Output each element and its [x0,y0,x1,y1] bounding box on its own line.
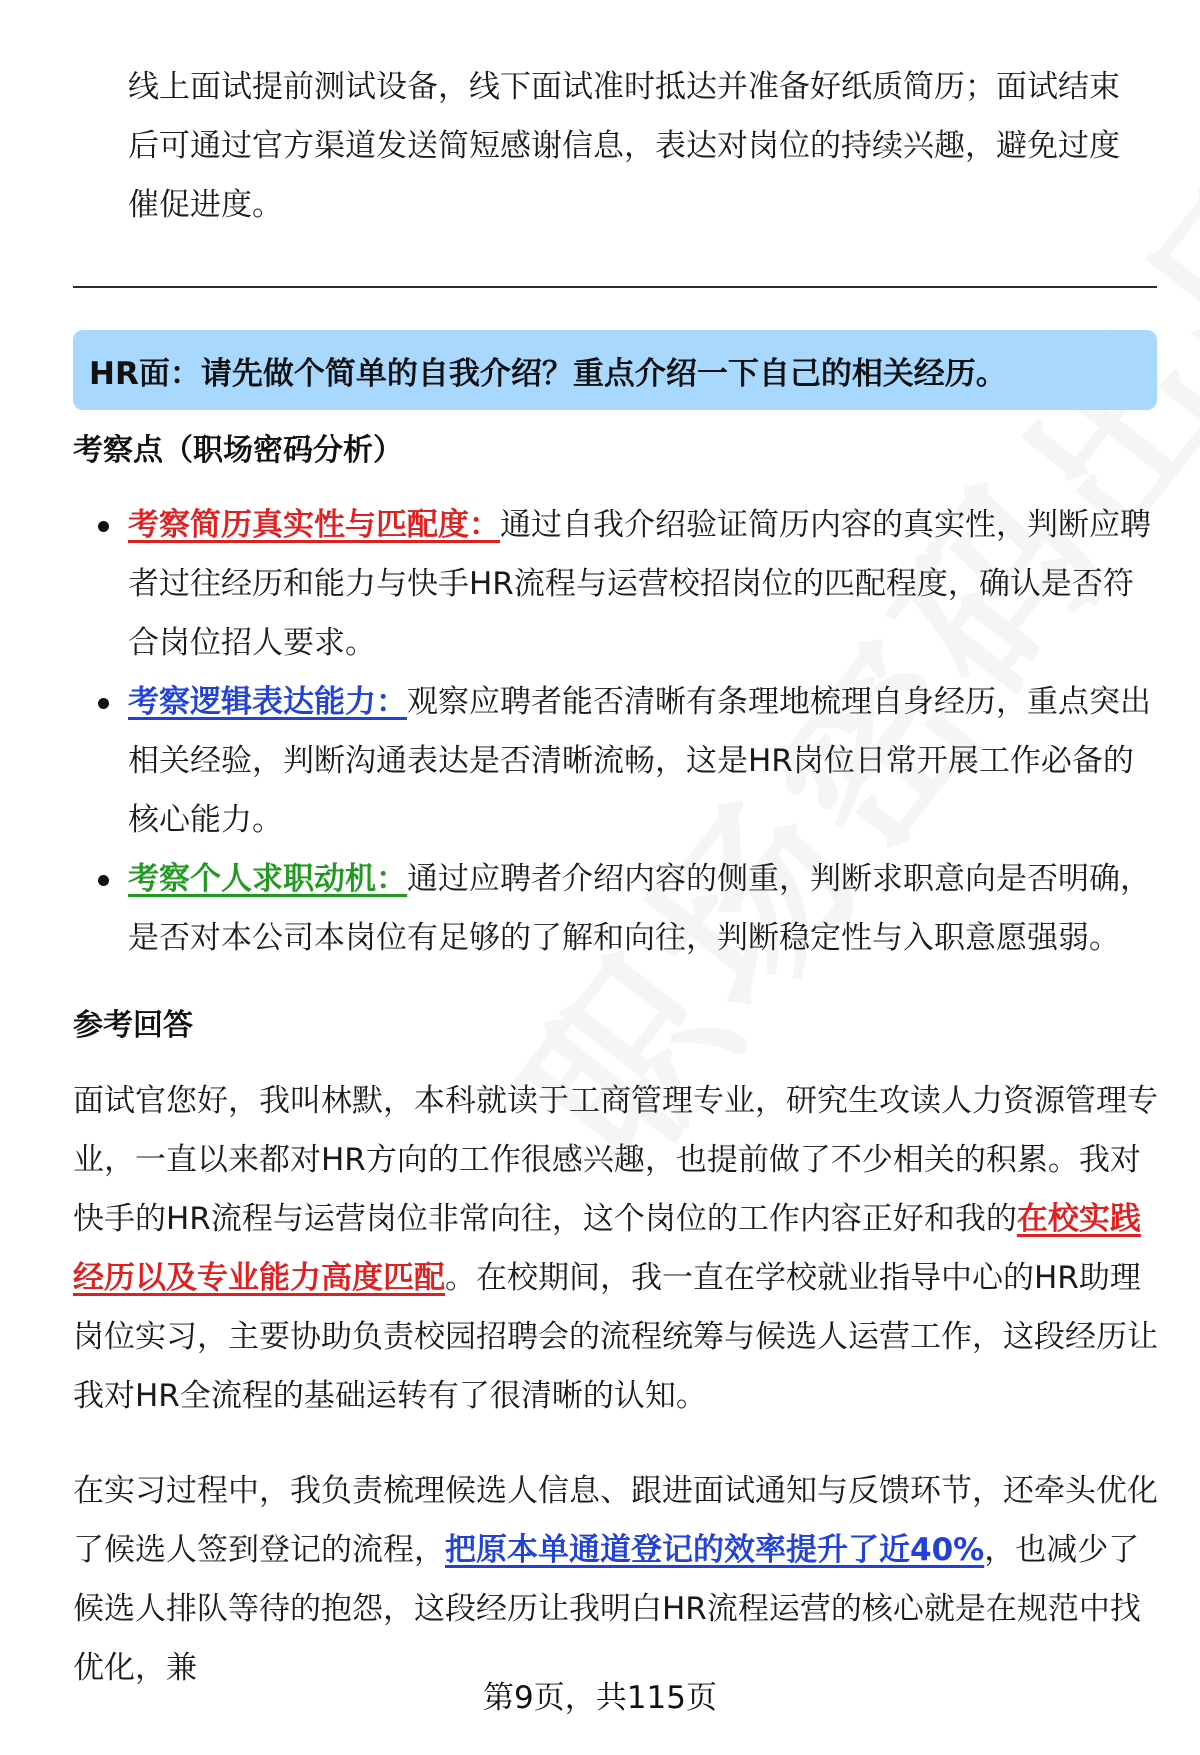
answer-paragraph-1 [73,1072,1163,1426]
analysis-item [128,850,1158,968]
bullet-dot [98,521,109,532]
answer-text: ，也减少了候选人排队等待的抱怨，这段经历让我明白HR流程运营的核心就是在规范中找优化，兼 [73,1532,1141,1686]
answer-text: 。在校期间，我一直在学校就业指导中心的HR助理岗位实习，主要协助负责校园招聘会的流程统筹与候选人运营工作，这段经历让我对HR全流程的基础运转有了很清晰的认知。 [73,1260,1158,1414]
bullet-dot [98,698,109,709]
section-divider [73,286,1157,288]
answer-text: 在实习过程中，我负责梳理候选人信息、跟进面试通知与反馈环节，还牵头优化了候选人签到登记的流程， [73,1473,1158,1568]
analysis-heading: 考察点（职场密码分析） [73,433,403,468]
page-footer: 第9页，共115页 [483,1680,717,1716]
analysis-text: 通过应聘者介绍内容的侧重，判断求职意向是否明确，是否对本公司本岗位有足够的了解和向往，判断稳定性与入职意愿强弱。 [128,861,1151,956]
analysis-item [128,496,1158,673]
answer-paragraph-2 [73,1462,1163,1698]
answer-heading: 参考回答 [73,1008,193,1043]
analysis-list [128,496,1158,968]
analysis-text: 观察应聘者能否清晰有条理地梳理自身经历，重点突出相关经验，判断沟通表达是否清晰流畅，这是HR岗位日常开展工作必备的核心能力。 [128,684,1151,838]
analysis-item [128,673,1158,850]
analysis-keyword: 考察个人求职动机： [128,861,407,897]
answer-highlight: 在校实践经历以及专业能力高度匹配 [73,1201,1141,1296]
bullet-dot [98,875,109,886]
analysis-keyword: 考察逻辑表达能力： [128,684,407,720]
answer-highlight: 把原本单通道登记的效率提升了近40% [445,1532,985,1568]
intro-paragraph: 线上面试提前测试设备，线下面试准时抵达并准备好纸质简历；面试结束后可通过官方渠道发送简短感谢信息，表达对岗位的持续兴趣，避免过度催促进度。 [128,69,1120,223]
analysis-keyword: 考察简历真实性与匹配度： [128,507,500,543]
answer-text: 面试官您好，我叫林默，本科就读于工商管理专业，研究生攻读人力资源管理专业，一直以来都对HR方向的工作很感兴趣，也提前做了不少相关的积累。我对快手的HR流程与运营岗位非常向往，这个岗位的工作内容正好和我的 [73,1083,1158,1237]
question-text: HR面：请先做个简单的自我介绍？重点介绍一下自己的相关经历。 [89,355,1007,392]
question-box [73,330,1157,410]
analysis-text: 通过自我介绍验证简历内容的真实性，判断应聘者过往经历和能力与快手HR流程与运营校招岗位的匹配程度，确认是否符合岗位招人要求。 [128,507,1151,661]
